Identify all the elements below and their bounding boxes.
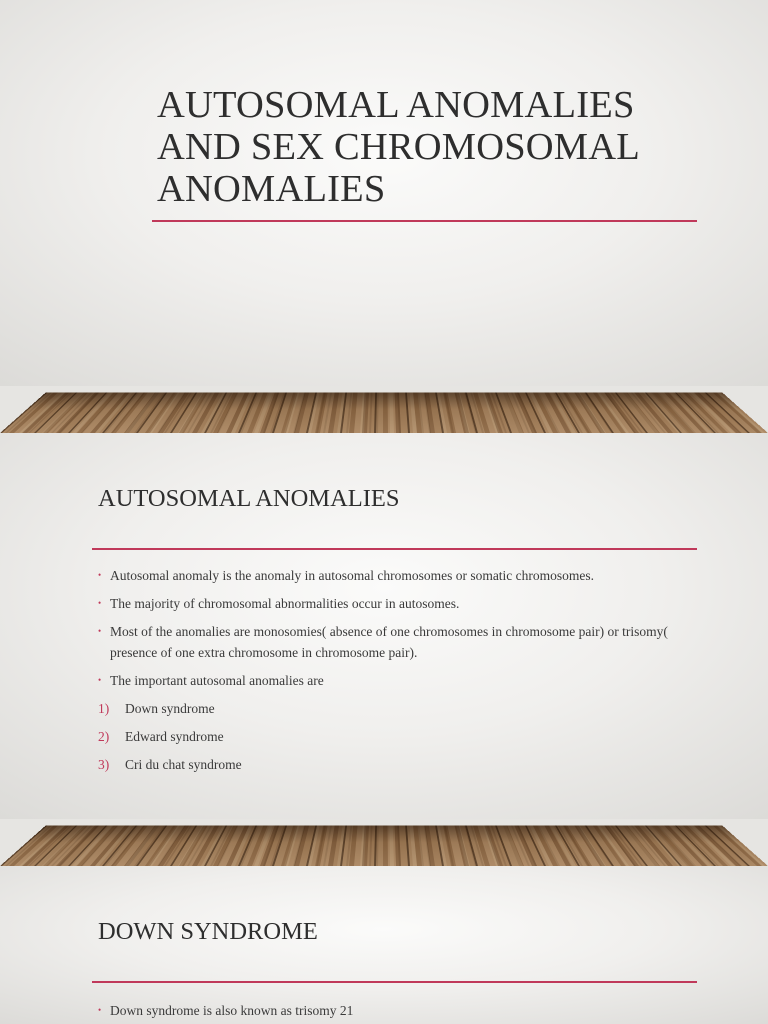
wood-floor-decoration bbox=[0, 392, 768, 433]
heading-divider bbox=[92, 548, 697, 550]
heading-divider bbox=[92, 981, 697, 983]
bullet-text: Autosomal anomaly is the anomaly in autosomal chromosomes or somatic chromosomes. bbox=[110, 568, 595, 583]
title-slide bbox=[0, 0, 768, 386]
bullet-list bbox=[98, 1000, 698, 1024]
autosomal-anomalies-slide bbox=[0, 433, 768, 819]
bullet-item bbox=[98, 1000, 698, 1021]
item-text: Edward syndrome bbox=[125, 729, 224, 744]
bullet-item bbox=[98, 621, 698, 663]
bullet-item bbox=[98, 565, 698, 586]
bullet-text: Down syndrome is also known as trisomy 21 bbox=[110, 1003, 354, 1018]
bullet-dot-icon: • bbox=[98, 675, 102, 685]
numbered-item bbox=[98, 726, 698, 747]
bullet-dot-icon: • bbox=[98, 1005, 102, 1015]
item-number: 2) bbox=[98, 729, 110, 744]
item-text: Down syndrome bbox=[125, 701, 215, 716]
bullet-text: Most of the anomalies are monosomies( absence of one chromosomes in chromosome pair) or trisomy( presence of one extra chromosome in chromosome pair). bbox=[110, 624, 668, 660]
bullet-text: The important autosomal anomalies are bbox=[110, 673, 324, 688]
bullet-item bbox=[98, 670, 698, 691]
numbered-item bbox=[98, 754, 698, 775]
item-text: Cri du chat syndrome bbox=[125, 757, 242, 772]
bullet-text: The majority of chromosomal abnormalities occur in autosomes. bbox=[110, 596, 460, 611]
slide-heading: AUTOSOMAL ANOMALIES bbox=[98, 485, 400, 512]
bullet-dot-icon: • bbox=[98, 570, 102, 580]
slide-title-line: AUTOSOMAL ANOMALIES bbox=[157, 84, 635, 126]
numbered-item bbox=[98, 698, 698, 719]
down-syndrome-slide bbox=[0, 866, 768, 1024]
bullet-dot-icon: • bbox=[98, 626, 102, 636]
slide-title-line: ANOMALIES bbox=[157, 168, 386, 210]
slide-title-line: AND SEX CHROMOSOMAL bbox=[157, 126, 640, 168]
title-divider bbox=[152, 220, 697, 222]
slide-title bbox=[157, 84, 717, 210]
wood-floor-decoration bbox=[0, 825, 768, 866]
item-number: 3) bbox=[98, 757, 110, 772]
bullet-list bbox=[98, 565, 698, 782]
bullet-item bbox=[98, 593, 698, 614]
bullet-dot-icon: • bbox=[98, 598, 102, 608]
slide-heading: DOWN SYNDROME bbox=[98, 918, 318, 945]
item-number: 1) bbox=[98, 701, 110, 716]
